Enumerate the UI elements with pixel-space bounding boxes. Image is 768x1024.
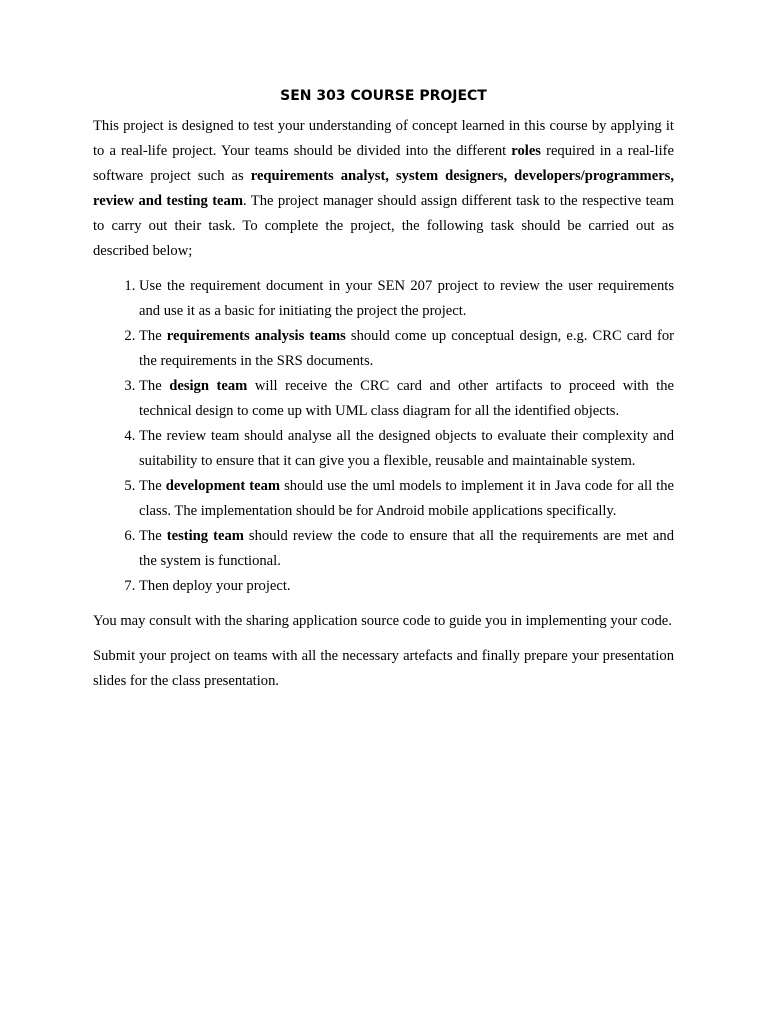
task-item xyxy=(139,524,674,574)
task-item xyxy=(139,324,674,374)
task-item xyxy=(139,374,674,424)
submit-paragraph: Submit your project on teams with all the necessary artefacts and finally prepare your presentation slides for the class presentation. xyxy=(93,648,674,689)
task-bold: testing team xyxy=(166,528,244,544)
intro-text-1: This project is designed to test your understanding of concept learned in this course by applying it to a real-life project. Your teams should be divided into the different xyxy=(93,118,674,159)
task-text: The xyxy=(139,478,166,494)
task-item xyxy=(139,274,674,324)
task-text: The review team should analyse all the designed objects to evaluate their complexity and suitability to ensure that it can give you a flexible, reusable and maintainable system. xyxy=(139,428,674,469)
task-text: should use the uml models to implement it in Java code for all the class. The implementation should be for Android mobile applications specifically. xyxy=(139,478,675,519)
intro-paragraph xyxy=(93,114,674,264)
consult-paragraph: You may consult with the sharing application source code to guide you in implementing your code. xyxy=(93,613,672,629)
task-bold: design team xyxy=(169,378,248,394)
task-text: Then deploy your project. xyxy=(139,578,291,594)
task-text: The xyxy=(139,528,167,544)
task-item xyxy=(139,424,674,474)
task-text: should come up conceptual design, e.g. CRC card for the requirements in the SRS documents. xyxy=(139,328,674,369)
task-text: Use the requirement document in your SEN 207 project to review the user requirements and use it as a basic for initiating the project the project. xyxy=(139,278,674,319)
task-text: should review the code to ensure that all the requirements are met and the system is functional. xyxy=(139,528,674,569)
task-text: will receive the CRC card and other artifacts to proceed with the technical design to come up with UML class diagram for all the identified objects. xyxy=(139,378,675,419)
task-bold: development team xyxy=(165,478,281,494)
task-bold: requirements analysis teams xyxy=(166,328,346,344)
intro-text-2: required in a real-life software project such as xyxy=(93,143,674,184)
task-list xyxy=(93,274,674,599)
document-title: SEN 303 COURSE PROJECT xyxy=(280,88,487,104)
intro-bold-roles: roles xyxy=(511,143,541,159)
task-text: The xyxy=(139,328,167,344)
task-item xyxy=(139,474,674,524)
intro-text-3: . The project manager should assign different task to the respective team to carry out their task. To complete the project, the following task should be carried out as described below; xyxy=(93,193,674,259)
document-page xyxy=(93,86,674,694)
task-item xyxy=(139,574,674,599)
intro-bold-teams: requirements analyst, system designers, developers/programmers, review and testing team xyxy=(93,168,674,209)
task-text: The xyxy=(139,378,170,394)
